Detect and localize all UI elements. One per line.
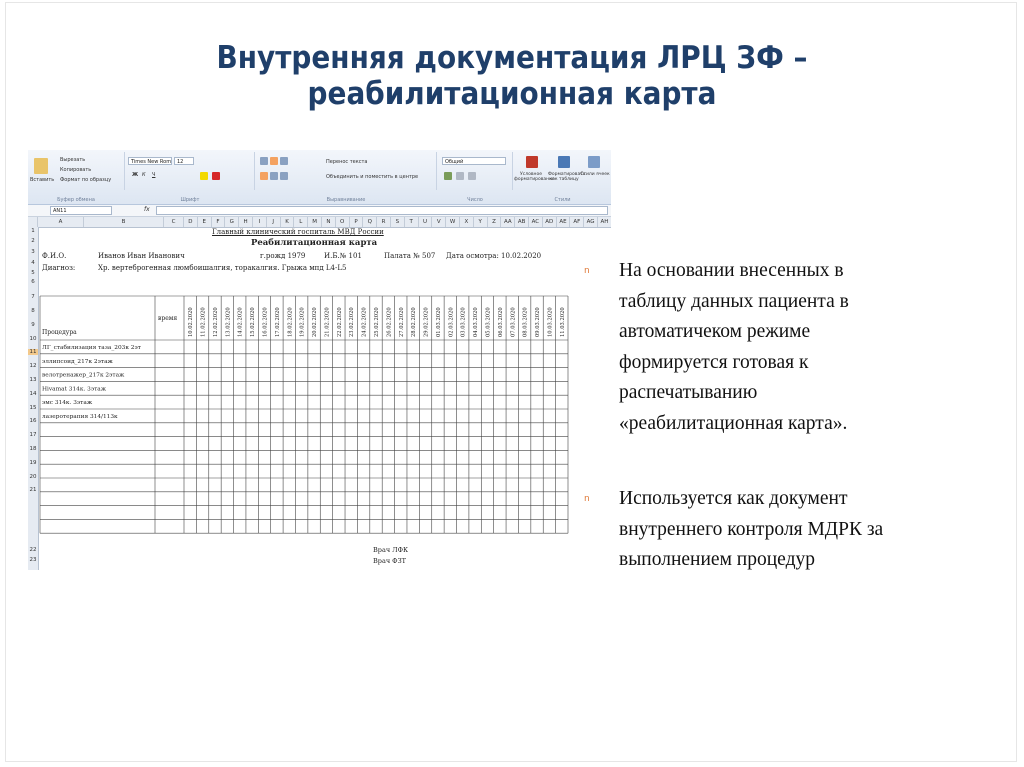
date-header: 09.03.2020 [535,307,542,337]
ward-number: Палата № 507 [384,252,436,260]
bullet-1-line: таблицу данных пациента в [619,290,849,312]
column-header[interactable]: K [281,217,295,227]
font-name-select[interactable]: Times New Rom [128,157,172,165]
date-header: 22.02.2020 [336,307,343,337]
date-header: 23.02.2020 [349,307,356,337]
date-header: 14.02.2020 [237,307,244,337]
time-header: время [158,315,178,322]
row-header[interactable]: 18 [29,446,37,452]
bold-button[interactable]: Ж [132,172,139,178]
excel-screenshot [28,150,611,570]
column-header[interactable]: O [336,217,350,227]
column-header[interactable]: M [308,217,322,227]
row-header[interactable]: 19 [29,459,37,466]
slide-title [51,40,973,112]
column-header[interactable]: AB [515,217,529,227]
diagnosis-value: Хр. вертеброгенная люмбоишалгия, торакалгия. Грыжа мпд L4-L5 [98,264,347,272]
bullet-1-line: распечатыванию [619,382,758,403]
column-header[interactable]: E [198,217,212,227]
date-header: 13.02.2020 [225,307,232,337]
date-header: 11.03.2020 [559,307,566,337]
date-header: 17.02.2020 [274,307,281,337]
card-title: Реабилитационная карта [251,238,378,248]
column-header[interactable]: A [38,217,84,227]
column-header[interactable]: AF [570,217,584,227]
italic-button[interactable]: К [142,172,146,178]
date-header: 06.03.2020 [497,307,504,337]
doctor-fzt: Врач ФЗТ [373,557,406,565]
title-line-2: реабилитационная карта [307,76,717,112]
font-size-select[interactable]: 12 [174,157,194,165]
rehab-table [28,150,611,570]
bullet-text-2 [619,484,883,576]
bullet-1-line: формируется готовая к [619,351,809,373]
column-header[interactable]: AC [529,217,543,227]
number-format-select[interactable]: Общий [442,157,506,165]
date-header: 21.02.2020 [324,307,331,337]
row-header[interactable]: 9 [31,321,35,328]
row-header[interactable]: 23 [29,557,37,563]
column-header[interactable]: G [225,217,239,227]
date-header: 05.03.2020 [485,307,492,337]
date-header: 10.02.2020 [188,307,195,337]
procedure-cell: эмс 314к. 3этаж [42,400,93,407]
column-header[interactable]: N [322,217,336,227]
column-header[interactable]: AH [598,217,611,227]
row-header[interactable]: 1 [31,228,35,234]
wrap-text-button[interactable]: Перенос текста [326,159,368,165]
row-header[interactable]: 20 [29,473,37,480]
bullet-1-line: На основании внесенных в [619,260,844,281]
procedure-cell: эллипсоид_217к 2этаж [42,358,113,365]
procedure-cell: ЛГ_стабилизация таза_203к 2эт [42,345,141,351]
row-header[interactable]: 10 [29,335,37,342]
alignment-group-label: Выравнивание [326,197,366,203]
row-header[interactable]: 14 [29,390,37,397]
date-header: 27.02.2020 [398,307,405,337]
row-header[interactable]: 17 [29,432,37,439]
font-group-label: Шрифт [180,197,200,203]
styles-group-label: Стили [554,197,571,203]
procedure-cell: велотренажер_217к 2этаж [42,372,125,379]
copy-button[interactable]: Копировать [60,167,92,173]
date-header: 26.02.2020 [386,307,393,337]
bullet-2-line: внутреннего контроля МДРК за [619,518,884,540]
date-header: 03.03.2020 [460,307,467,337]
procedure-header: Процедура [42,329,77,336]
row-header[interactable]: 16 [29,418,37,425]
clipboard-group-label: Буфер обмена [57,197,95,203]
procedure-cell: Hivamat 314к. 3этаж [42,386,107,393]
date-header: 04.03.2020 [473,307,480,337]
date-header: 07.03.2020 [510,307,517,337]
row-header[interactable]: 15 [29,404,37,411]
column-header[interactable]: L [294,217,308,227]
column-header[interactable]: S [391,217,405,227]
row-header[interactable]: 2 [31,238,35,244]
row-header[interactable]: 22 [29,547,37,553]
date-header: 11.02.2020 [200,307,207,337]
column-header[interactable]: AE [557,217,571,227]
procedure-cell: лазеротерапия 314/113к [42,414,118,420]
column-header[interactable]: F [212,217,226,227]
birth-year: г.рожд 1979 [260,252,306,260]
column-header[interactable]: AG [584,217,598,227]
format-painter-button[interactable]: Формат по образцу [60,177,112,183]
row-header[interactable]: 7 [31,294,35,300]
row-header[interactable]: 5 [31,270,35,276]
column-header[interactable]: T [405,217,419,227]
bullet-2-line: выполнением процедур [619,549,815,570]
bullet-1-line: «реабилитационная карта». [619,412,848,434]
column-header[interactable]: I [253,217,267,227]
date-header: 16.02.2020 [262,307,269,337]
hospital-name: Главный клинический госпиталь МВД России [212,228,384,236]
row-header[interactable]: 6 [31,279,35,285]
date-header: 29.02.2020 [423,307,430,337]
doctor-lfk: Врач ЛФК [373,546,409,554]
row-header[interactable]: 21 [29,487,37,494]
cell-styles-button[interactable]: Стили ячеек [580,172,610,177]
bullet-text-1 [619,256,849,439]
column-header[interactable]: V [432,217,446,227]
column-header[interactable]: D [184,217,198,227]
column-header[interactable]: Q [363,217,377,227]
column-header[interactable]: W [446,217,460,227]
date-header: 20.02.2020 [312,307,319,337]
date-header: 12.02.2020 [212,307,219,337]
row-header[interactable]: 3 [31,249,35,255]
column-header[interactable]: J [267,217,281,227]
paste-button[interactable]: Вставить [30,177,55,183]
row-header[interactable]: 13 [29,377,37,383]
format-as-table-button[interactable]: Форматировать как таблицу [548,172,586,182]
column-header[interactable]: C [164,217,184,227]
name-box[interactable]: AN11 [50,206,112,215]
column-header[interactable]: AD [543,217,557,227]
cut-button[interactable]: Вырезать [60,157,86,163]
date-header: 19.02.2020 [299,307,306,337]
number-group-label: Число [467,197,483,203]
fio-value: Иванов Иван Иванович [98,252,185,260]
row-header[interactable]: 12 [29,363,37,370]
column-header[interactable]: R [377,217,391,227]
column-header[interactable]: Z [488,217,502,227]
ib-number: И.Б.№ 101 [324,252,362,260]
bullet-marker-1: n [584,266,590,276]
column-header[interactable]: AA [501,217,515,227]
date-header: 10.03.2020 [547,307,554,337]
column-header[interactable]: P [350,217,364,227]
row-header[interactable]: 11 [29,349,37,356]
underline-button[interactable]: Ч [152,172,156,178]
date-header: 08.03.2020 [522,307,529,337]
row-header[interactable]: 8 [31,308,35,314]
conditional-formatting-button[interactable]: Условное форматирование [514,172,555,182]
date-header: 25.02.2020 [374,307,380,337]
bullet-1-line: автоматичеком режиме [619,321,811,342]
date-header: 28.02.2020 [411,307,418,337]
column-header[interactable]: B [84,217,164,227]
bullet-2-line: Используется как документ [619,488,848,509]
date-header: 15.02.2020 [250,307,257,337]
date-header: 01.03.2020 [435,307,442,337]
date-header: 18.02.2020 [287,307,294,337]
fx-label: fx [144,206,150,213]
column-header[interactable]: H [239,217,253,227]
column-header[interactable]: U [419,217,433,227]
date-header: 24.02.2020 [361,307,368,337]
bullet-marker-2: n [584,494,590,504]
merge-center-button[interactable]: Объединить и поместить в центре [326,174,419,180]
fio-label: Ф.И.О. [42,252,67,260]
date-header: 02.03.2020 [448,307,455,337]
title-line-1: Внутренняя документация ЛРЦ ЗФ – [216,40,808,76]
row-header[interactable]: 4 [31,260,35,266]
exam-date: Дата осмотра: 10.02.2020 [446,252,542,260]
column-header[interactable]: X [460,217,474,227]
diagnosis-label: Диагноз: [42,264,76,272]
column-header[interactable]: Y [474,217,488,227]
